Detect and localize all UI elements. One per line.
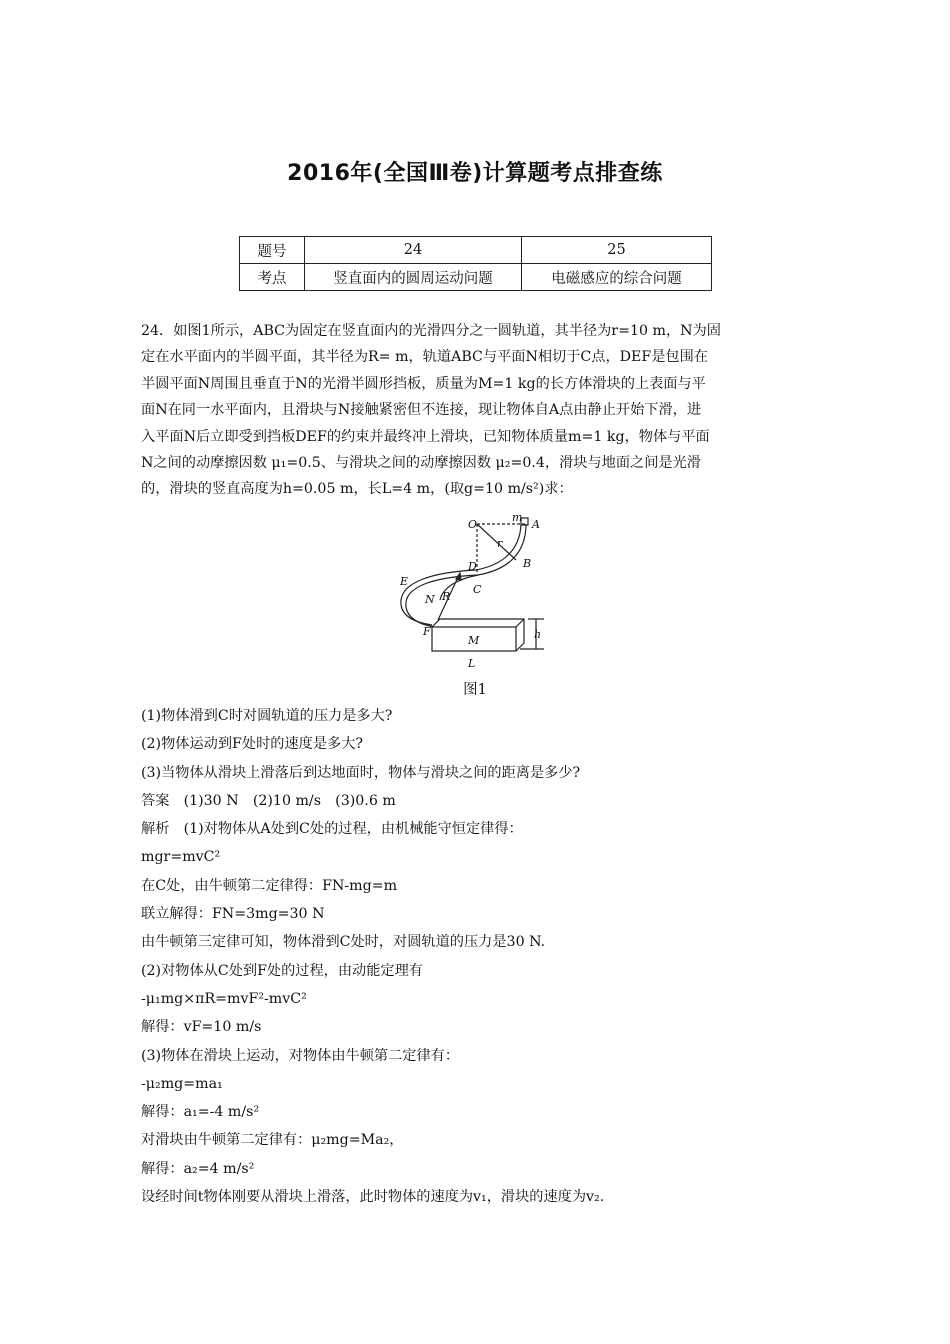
solution-line: (2)对物体从C处到F处的过程，由动能定理有	[141, 962, 423, 979]
question: (2)物体运动到F处时的速度是多大?	[141, 736, 363, 753]
solution-line: 在C处，由牛顿第二定律得：FN-mg=m	[141, 877, 398, 894]
track-diagram	[398, 515, 558, 675]
figure-label: A	[532, 518, 540, 531]
solution-line: -μ₂mg=ma₁	[141, 1075, 223, 1092]
figure-label: r	[497, 537, 503, 550]
table-row	[240, 264, 712, 291]
solution-line: 联立解得：FN=3mg=30 N	[141, 906, 325, 923]
table-cell: 24	[305, 237, 522, 264]
solution-line: mgr=mvC²	[141, 849, 221, 866]
table-cell: 电磁感应的综合问题	[522, 264, 712, 291]
problem-line: 入平面N后立即受到挡板DEF的约束并最终冲上滑块，已知物体质量m=1 kg，物体与平面	[141, 428, 710, 445]
problem-text	[141, 318, 813, 503]
figure-label: B	[523, 557, 532, 570]
solution-line: 由牛顿第三定律可知，物体滑到C处时，对圆轨道的压力是30 N.	[141, 934, 546, 951]
figure-label: C	[473, 583, 482, 596]
solution-line: -μ₁mg×πR=mvF²-mvC²	[141, 990, 307, 1007]
figure-label: M	[468, 634, 480, 647]
figure-label: h	[534, 628, 542, 641]
figure-label: O	[468, 518, 478, 531]
solution-line: 解得：vF=10 m/s	[141, 1019, 262, 1036]
answer-line: 答案 (1)30 N (2)10 m/s (3)0.6 m	[141, 792, 396, 809]
solution-line: 解析 (1)对物体从A处到C处的过程，由机械能守恒定律得：	[141, 821, 523, 838]
problem-line: N之间的动摩擦因数 μ₁=0.5、与滑块之间的动摩擦因数 μ₂=0.4，滑块与地面之间是光滑	[141, 455, 701, 472]
solution-line: 解得：a₂=4 m/s²	[141, 1160, 255, 1177]
problem-line: 的，滑块的竖直高度为h=0.05 m，长L=4 m，(取g=10 m/s²)求：	[141, 481, 573, 498]
figure-label: L	[468, 657, 476, 670]
solution-line: 解得：a₁=-4 m/s²	[141, 1104, 260, 1121]
figure-label: m	[512, 515, 523, 524]
table-cell: 25	[522, 237, 712, 264]
problem-line: 面N在同一水平面内，且滑块与N接触紧密但不连接，现让物体自A点由静止开始下滑，进	[141, 402, 702, 419]
page-title: 2016年(全国Ⅲ卷)计算题考点排查练	[287, 161, 663, 186]
solution-line: (3)物体在滑块上运动，对物体由牛顿第二定律有：	[141, 1047, 460, 1064]
figure-label: N	[425, 593, 435, 606]
figure-caption: 图1	[463, 682, 487, 698]
problem-line: 定在水平面内的半圆平面，其半径为R= m，轨道ABC与平面N相切于C点，DEF是包围在	[141, 349, 708, 366]
table-cell: 竖直面内的圆周运动问题	[305, 264, 522, 291]
figure-label: D	[468, 560, 477, 573]
table-row	[240, 237, 712, 264]
figure-label: E	[400, 575, 409, 588]
problem-line: 半圆平面N周围且垂直于N的光滑半圆形挡板，质量为M=1 kg的长方体滑块的上表面与平	[141, 375, 706, 392]
topic-table	[239, 236, 712, 291]
table-cell: 考点	[240, 264, 305, 291]
questions-and-solution	[141, 702, 821, 1211]
solution-line: 对滑块由牛顿第二定律有：μ₂mg=Ma₂，	[141, 1132, 404, 1149]
figure-label: R	[442, 590, 451, 603]
solution-line: 设经时间t物体刚要从滑块上滑落，此时物体的速度为v₁，滑块的速度为v₂.	[141, 1189, 605, 1206]
question: (1)物体滑到C时对圆轨道的压力是多大?	[141, 708, 393, 724]
question: (3)当物体从滑块上滑落后到达地面时，物体与滑块之间的距离是多少?	[141, 764, 581, 781]
problem-line: 24．如图1所示，ABC为固定在竖直面内的光滑四分之一圆轨道，其半径为r=10 m，N为固	[141, 323, 721, 339]
table-cell: 题号	[240, 237, 305, 264]
figure-label: F	[423, 625, 431, 638]
